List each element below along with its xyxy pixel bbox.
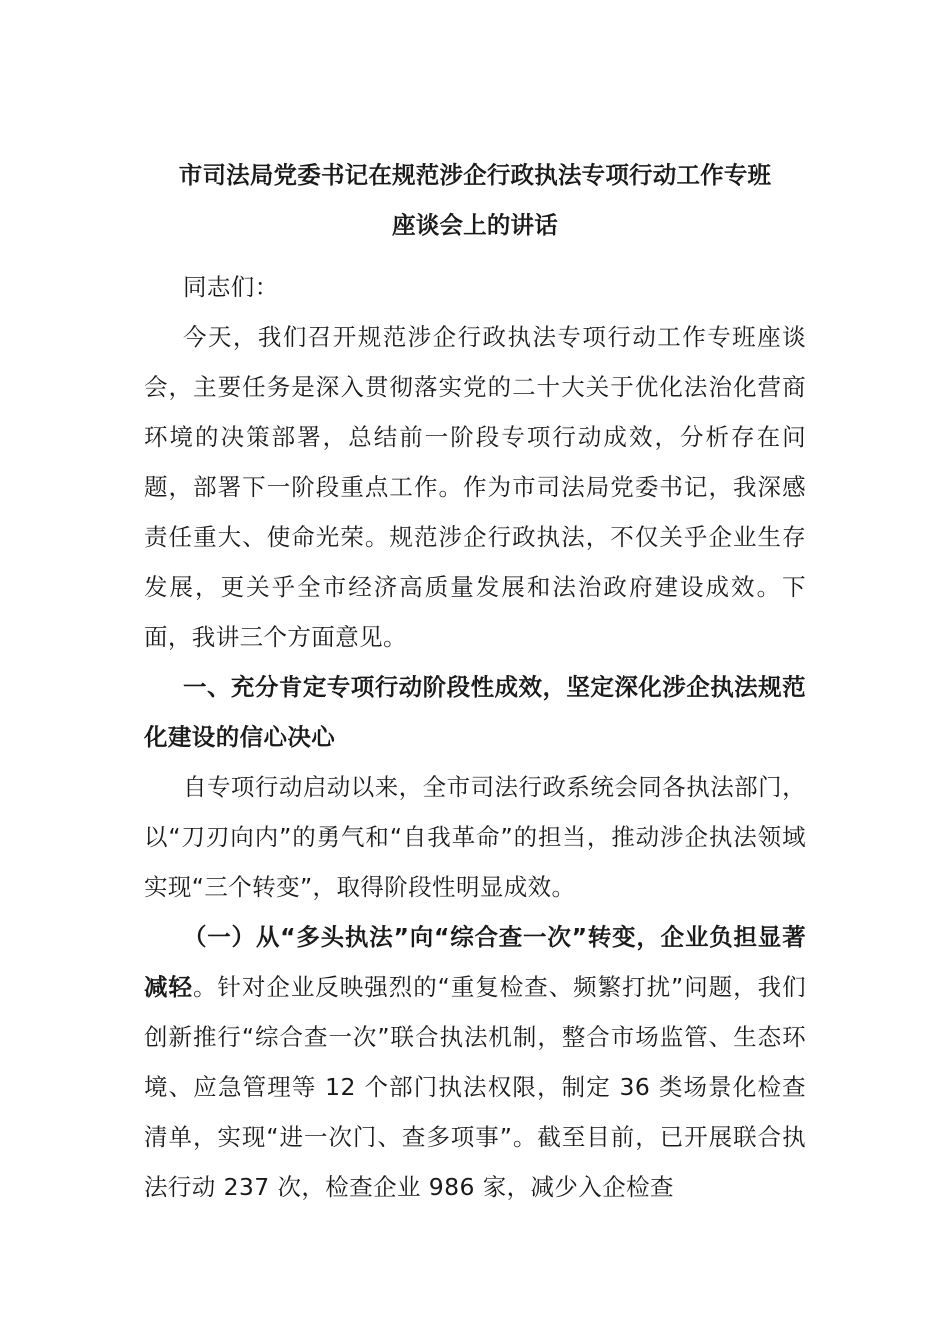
salutation: 同志们： bbox=[183, 273, 279, 301]
title-line-2: 座谈会上的讲话 bbox=[392, 211, 558, 239]
title-line-1: 市司法局党委书记在规范涉企行政执法专项行动工作专班 bbox=[178, 161, 772, 189]
document-title bbox=[138, 150, 812, 250]
section-1-intro: 自专项行动启动以来，全市司法行政系统会同各执法部门，以“刀刃向内”的勇气和“自我革命”的担当，推动涉企执法领域实现“三个转变”，取得阶段性明显成效。 bbox=[144, 773, 806, 901]
document-page bbox=[144, 150, 806, 1212]
section-heading-1: 一、充分肯定专项行动阶段性成效，坚定深化涉企执法规范化建设的信心决心 bbox=[144, 673, 806, 751]
subsection-1-paragraph bbox=[144, 912, 806, 1212]
body-paragraph-intro: 今天，我们召开规范涉企行政执法专项行动工作专班座谈会，主要任务是深入贯彻落实党的二十大关于优化法治化营商环境的决策部署，总结前一阶段专项行动成效，分析存在问题，部署下一阶段重点工作。作为市司法局党委书记，我深感责任重大、使命光荣。规范涉企行政执法，不仅关乎企业生存发展，更关乎全市经济高质量发展和法治政府建设成效。下面，我讲三个方面意见。 bbox=[144, 323, 806, 651]
subsection-1-text: 。针对企业反映强烈的“重复检查、频繁打扰”问题，我们创新推行“综合查一次”联合执法机制，整合市场监管、生态环境、应急管理等 12 个部门执法权限，制定 36 类场景化检查清单，实现“进一次门、查多项事”。截至目前，已开展联合执法行动 237 次，检查企业 986 家，减少入企检查 bbox=[144, 973, 806, 1201]
subsection-heading-1: （一）从“多头执法”向“综合查一次”转变，企业负担显著减轻 bbox=[144, 923, 806, 1001]
